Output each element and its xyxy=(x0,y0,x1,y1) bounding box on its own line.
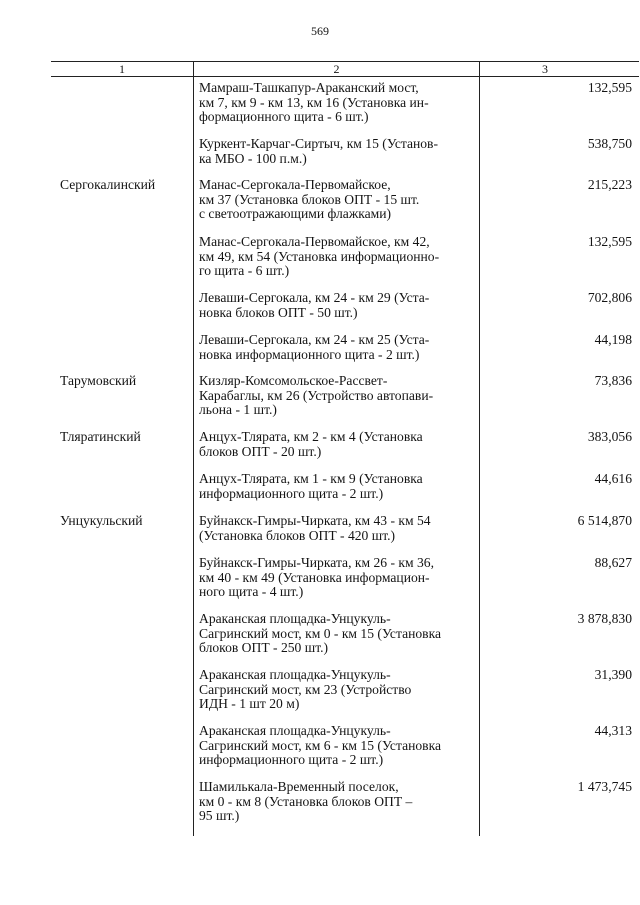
column-divider-1 xyxy=(193,61,194,836)
work-description: Буйнакск-Гимры-Чирката, км 26 - км 36, км 40 - км 49 (Установка информацион- ного щита - 4 шт.) xyxy=(199,555,434,599)
work-description: Куркент-Карчаг-Сиртыч, км 15 (Установ- ка МБО - 100 п.м.) xyxy=(199,136,439,166)
amount: 1 473,745 xyxy=(577,779,632,794)
amount: 3 878,830 xyxy=(577,611,632,626)
work-description: Араканская площадка-Унцукуль- Сагринский мост, км 0 - км 15 (Установка блоков ОПТ - 250 шт.) xyxy=(199,611,442,655)
work-description: Анцух-Тлярата, км 2 - км 4 (Установка блоков ОПТ - 20 шт.) xyxy=(199,429,423,459)
work-description: Анцух-Тлярата, км 1 - км 9 (Установка информационного щита - 2 шт.) xyxy=(199,471,423,501)
district-name: Унцукульский xyxy=(60,513,143,528)
work-description: Буйнакск-Гимры-Чирката, км 43 - км 54 (Установка блоков ОПТ - 420 шт.) xyxy=(199,513,431,543)
amount: 132,595 xyxy=(587,80,632,95)
amount: 132,595 xyxy=(587,234,632,249)
work-description: Мамраш-Ташкапур-Араканский мост, км 7, км 9 - км 13, км 16 (Установка ин- формационного щита - 6 шт.) xyxy=(199,80,429,124)
amount: 6 514,870 xyxy=(577,513,632,528)
work-description: Араканская площадка-Унцукуль- Сагринский мост, км 23 (Устройство ИДН - 1 шт 20 м) xyxy=(199,667,412,711)
header-col-2: 2 xyxy=(333,62,340,76)
work-description: Леваши-Сергокала, км 24 - км 29 (Уста- новка блоков ОПТ - 50 шт.) xyxy=(199,290,430,320)
amount: 88,627 xyxy=(594,555,632,570)
district-name: Сергокалинский xyxy=(60,177,156,192)
amount: 73,836 xyxy=(594,373,632,388)
amount: 44,198 xyxy=(594,332,632,347)
work-description: Леваши-Сергокала, км 24 - км 25 (Уста- новка информационного щита - 2 шт.) xyxy=(199,332,430,362)
work-description: Шамилькала-Временный поселок, км 0 - км 8 (Установка блоков ОПТ – 95 шт.) xyxy=(199,779,413,823)
amount: 215,223 xyxy=(587,177,632,192)
amount: 31,390 xyxy=(594,667,632,682)
page-number: 569 xyxy=(311,24,329,38)
column-divider-2 xyxy=(479,61,480,836)
amount: 44,313 xyxy=(594,723,632,738)
amount: 383,056 xyxy=(587,429,632,444)
district-name: Тарумовский xyxy=(60,373,137,388)
amount: 44,616 xyxy=(594,471,632,486)
amount: 538,750 xyxy=(587,136,632,151)
work-description: Манас-Сергокала-Первомайское, км 42, км 49, км 54 (Установка информационно- го щита - 6 шт.) xyxy=(199,234,440,278)
work-description: Араканская площадка-Унцукуль- Сагринский мост, км 6 - км 15 (Установка информационного щита - 2 шт.) xyxy=(199,723,442,767)
work-description: Манас-Сергокала-Первомайское, км 37 (Установка блоков ОПТ - 15 шт. с светоотражающими флажками) xyxy=(199,177,420,221)
district-name: Тляратинский xyxy=(60,429,141,444)
amount: 702,806 xyxy=(587,290,632,305)
header-col-3: 3 xyxy=(542,62,548,76)
header-col-1: 1 xyxy=(119,62,125,76)
work-description: Кизляр-Комсомольское-Рассвет- Карабаглы, км 26 (Устройство автопави- льона - 1 шт.) xyxy=(199,373,434,417)
